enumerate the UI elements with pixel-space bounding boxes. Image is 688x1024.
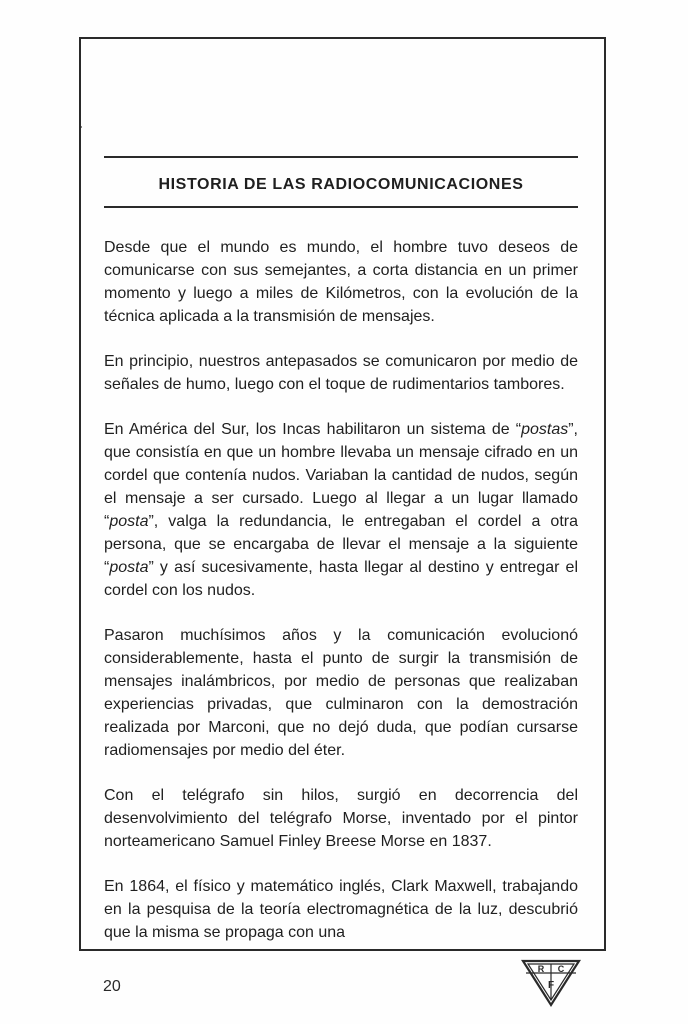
paragraph-1 [104, 236, 578, 328]
paragraph-text: ” y así sucesivamente, hasta llegar al destino y entregar el cordel con los nudos. [104, 559, 578, 599]
page-title: HISTORIA DE LAS RADIOCOMUNICACIONES [158, 176, 524, 193]
italic-term: postas [521, 421, 569, 438]
emblem-letter-right: C [557, 964, 565, 974]
paragraph-text: En principio, nuestros antepasados se comunicaron por medio de señales de humo, luego con el toque de rudimentarios tambores. [104, 353, 578, 393]
paragraph-4 [104, 624, 578, 762]
body-text [104, 236, 578, 966]
triangle-logo-icon [520, 958, 582, 1008]
paragraph-2 [104, 350, 578, 396]
paragraph-6 [104, 875, 578, 944]
emblem-letter-bottom: F [547, 980, 555, 991]
paragraph-text: Con el telégrafo sin hilos, surgió en decorrencia del desenvolvimiento del telégrafo Morse, inventado por el pintor norteamericano Samuel Finley Breese Morse en 1837. [104, 787, 578, 850]
paragraph-text: En América del Sur, los Incas habilitaron un sistema de “ [104, 421, 522, 438]
paragraph-text: En 1864, el físico y matemático inglés, Clark Maxwell, trabajando en la pesquisa de la teoría electromagnética de la luz, descubrió que la misma se propaga con una [104, 878, 578, 941]
paragraph-text: ”, valga la redundancia, le entregaban el cordel a otra persona, que se encargaba de llevar el mensaje a la siguiente “ [104, 513, 578, 576]
emblem-letter-left: R [537, 964, 545, 974]
paragraph-text: Desde que el mundo es mundo, el hombre tuvo deseos de comunicarse con sus semejantes, a corta distancia en un primer momento y luego a miles de Kilómetros, con la evolución de la técnica aplicada a la transmisión de mensajes. [104, 239, 578, 325]
paragraph-3 [104, 418, 578, 602]
title-bottom-rule [104, 206, 578, 208]
title-top-rule [104, 156, 578, 158]
paragraph-text: ”, que consistía en que un hombre llevaba un mensaje cifrado en un cordel que contenía nudos. Variaban la cantidad de nudos, según el mensaje a ser cursado. Luego al llegar a un lugar llamado “ [104, 421, 578, 530]
page-number: 20 [103, 978, 121, 995]
paragraph-5 [104, 784, 578, 853]
italic-term: posta [109, 559, 149, 576]
paragraph-text: Pasaron muchísimos años y la comunicación evolucionó considerablemente, hasta el punto de surgir la transmisión de mensajes inalámbricos, por medio de personas que realizaban experiencias privadas, que culminaron con la demostración realizada por Marconi, que no dejó duda, que podían cursarse radiomensajes por medio del éter. [104, 627, 578, 759]
italic-term: posta [109, 513, 149, 530]
